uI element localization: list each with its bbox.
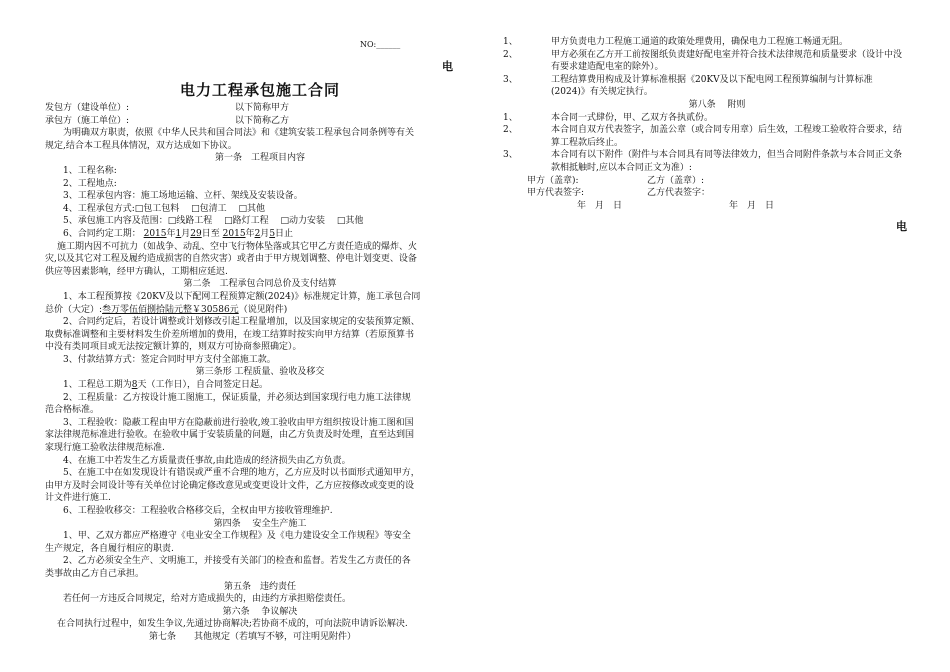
article-3-text: 范合格标准。 bbox=[45, 405, 100, 416]
force-majeure-text: 灾,以及其它对工程及履约造成损害的自然灾害）或者由于甲方规划调整、停电计划变更、设备 bbox=[45, 254, 417, 265]
supplementary-item: 1、 本合同一式肆份，甲、乙双方各执贰份。 bbox=[503, 112, 714, 123]
stray-character: 电 bbox=[442, 60, 453, 73]
article-1-item: 2、工程地点: bbox=[63, 178, 117, 189]
other-provision-item: 3、 工程结算费用构成及计算标准根据《20KV及以下配电网工程预算编制与计算标准(2024)》有关规定执行。 bbox=[503, 74, 873, 98]
article-3-text: 1、工程总工期为8天（工作日），自合同签定日起。 bbox=[63, 380, 268, 391]
party-a-date: 年 月 日 bbox=[577, 200, 623, 211]
article-1-item: 1、工程名称: bbox=[63, 165, 117, 176]
left-column bbox=[45, 36, 475, 644]
article-2-text: 1、本工程预算按《20KV及以下配网工程预算定额(2024)》标准规定计算，施工承包合同 bbox=[63, 291, 421, 302]
party-a-representative: 甲方代表签字: bbox=[527, 188, 585, 199]
article-6-text: 在合同执行过程中，如发生争议,先通过协商解决;若协商不成的，可向法院申请诉讼解决. bbox=[57, 619, 408, 630]
contract-total-price: 总价（大定）:叁万零伍佰捌拾陆元整￥30586元（说见附件) bbox=[45, 304, 288, 315]
article-3-text: 3、工程验收：隐蔽工程由甲方在隐蔽前进行验收,竣工验收由甲方组织按设计施工图和国 bbox=[63, 417, 414, 428]
party-b-date: 年 月 日 bbox=[729, 200, 775, 211]
article-5-heading: 第五条 违约责任 bbox=[223, 581, 296, 592]
right-column bbox=[503, 36, 907, 212]
article-2-text: 2、合同约定后，若设计调整或计划修改引起工程量增加，以及国家规定的安装预算定额、 bbox=[63, 317, 420, 328]
party-b-representative: 乙方代表签字： bbox=[647, 188, 711, 199]
article-3-heading: 第三条形 工程质量、验收及移交 bbox=[195, 367, 325, 378]
price-amount: 叁万零伍佰捌拾陆元整￥30586元 bbox=[102, 304, 239, 315]
article-3-text: 2、工程质量：乙方按设计施工图施工，保证质量，并必须达到国家现行电力施工法律规 bbox=[63, 392, 411, 403]
contract-period: 6、合同约定工期： 2015年1月29日至 2015年2月5日止 bbox=[63, 228, 294, 239]
article-4-heading: 第四条 安全生产施工 bbox=[213, 518, 307, 529]
article-1-item: 4、工程承包方式:□包工包料 □包清工 □其他 bbox=[63, 203, 265, 214]
other-provision-item: 1、 甲方负责电力工程施工通道的政策处理费用，确保电力工程施工畅通无阻。 bbox=[503, 37, 849, 47]
article-1-item: 5、承包施工内容及范围：□线路工程 □路灯工程 □动力安装 □其他 bbox=[63, 216, 364, 227]
party-a-seal: 甲方（盖章): bbox=[527, 175, 579, 186]
article-2-heading: 第二条 工程承包合同总价及支付结算 bbox=[183, 279, 337, 290]
article-3-text: 由甲方及时会同设计等有关单位讨论确定修改意见或变更设计文件，乙方应按修改或变更的设 bbox=[45, 480, 415, 491]
party-b: 承包方（施工单位）: 以下简称乙方 bbox=[45, 115, 290, 126]
article-5-text: 若任何一方违反合同规定，给对方造成损失的，由违约方承担赔偿责任。 bbox=[63, 594, 352, 605]
article-2-text: 3、付款结算方式：签定合同时甲方支付全部施工款。 bbox=[63, 354, 276, 365]
article-3-text: 计文件进行施工. bbox=[45, 493, 111, 504]
article-3-text: 4、在施工中若发生乙方质量责任事故,由此造成的经济损失由乙方负责。 bbox=[63, 455, 351, 466]
intro-line: 规定,结合本工程具体情况，双方达成如下协议。 bbox=[45, 140, 237, 151]
date-row bbox=[527, 200, 907, 213]
stray-character-right: 电 bbox=[896, 220, 907, 233]
article-1-heading: 第一条 工程项目内容 bbox=[214, 153, 305, 164]
party-b-seal: 乙方（盖章）: bbox=[647, 175, 705, 186]
article-2-text: 中没有类同项目或无法按定额计算的，则双方可协商参照确定）。 bbox=[45, 342, 302, 353]
article-4-text: 生产规定，各自履行相应的职责. bbox=[45, 543, 174, 554]
representative-row bbox=[527, 187, 907, 200]
article-7-heading: 第七条 其他规定（若填写不够，可注明见附件） bbox=[149, 631, 357, 642]
article-3-text: 6、工程验收移交：工程验收合格移交后，全权由甲方接收管理维护. bbox=[63, 506, 333, 516]
article-8-heading: 第八条 附则 bbox=[688, 99, 746, 110]
other-provision-item: 2、 甲方必须在乙方开工前按图纸负责建好配电室并符合技术法律规范和质量要求（设计中没有要求建造配电室的除外）。 bbox=[503, 49, 903, 73]
article-3-text: 5、在施工中在如发现设计有错误或严重不合理的地方，乙方应及时以书面形式通知甲方， bbox=[63, 468, 420, 479]
intro-line: 为明确双方职责，依照《中华人民共和国合同法》和《建筑安装工程承包合同条例等有关 bbox=[63, 128, 415, 139]
force-majeure-text: 供应等因素影响，经甲方确认，工期相应延迟. bbox=[45, 266, 228, 277]
article-3-text: 家现行施工验收法律规范标准. bbox=[45, 443, 165, 454]
seal-row bbox=[527, 175, 907, 188]
party-a: 发包方（建设单位）: 以下简称甲方 bbox=[45, 103, 290, 113]
force-majeure-text: 施工期内因不可抗力（如战争、动乱、空中飞行物体坠落或其它甲乙方责任造成的爆炸、火 bbox=[57, 241, 418, 252]
article-4-text: 2、乙方必须安全生产、文明施工，并接受有关部门的检查和监督。若发生乙方责任的各 bbox=[63, 556, 411, 567]
contract-title: 电力工程承包施工合同 bbox=[179, 81, 340, 99]
article-3-text: 家法律规范标准进行验收。在验收中属于安装质量的问题，由乙方负责及时处理，直至达到国 bbox=[45, 430, 415, 441]
contract-number: NO:______ bbox=[360, 40, 401, 49]
supplementary-item: 3、 本合同有以下附件（附件与本合同具有同等法律效力，但当合同附件条款与本合同正文条款相抵触时,应以本合同正文为准）: bbox=[503, 150, 903, 173]
article-4-text: 1、甲、乙双方都应严格遵守《电业安全工作规程》及《电力建设安全工作规程》等安全 bbox=[63, 531, 411, 542]
supplementary-item: 2、 本合同自双方代表签字，加盖公章（或合同专用章）后生效，工程竣工验收符合要求，结算工程款后终止。 bbox=[503, 125, 903, 148]
article-4-text: 类事故由乙方自己承担。 bbox=[45, 568, 145, 579]
article-1-item: 3、工程承包内容：施工场地运输、立杆、架线及安装设备。 bbox=[63, 191, 303, 202]
article-2-text: 取费标准调整和主要材料发生价差所增加的费用，在竣工结算时按实向甲方结算（若原预算书 bbox=[45, 329, 415, 340]
article-6-heading: 第六条 争议解决 bbox=[222, 606, 298, 617]
